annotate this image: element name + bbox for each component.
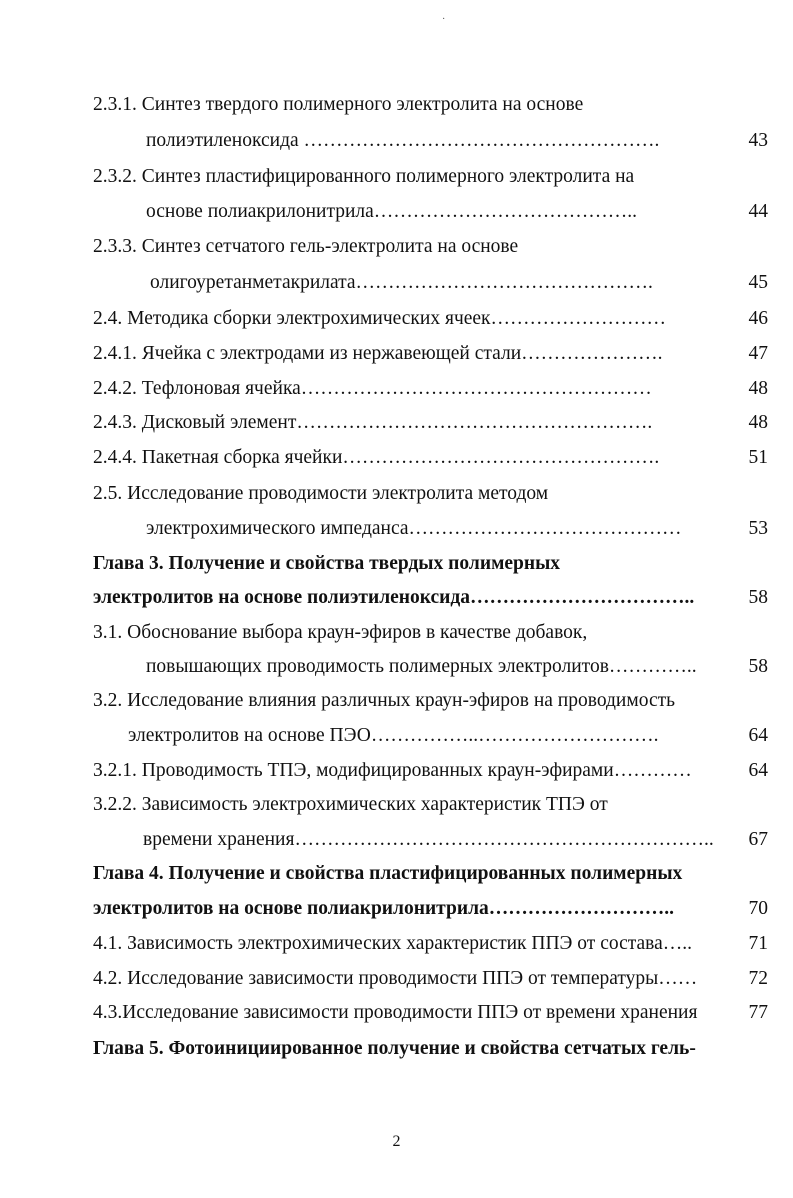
toc-entry-text: 4.2. Исследование зависимости проводимости ППЭ от температуры…… xyxy=(93,968,698,989)
toc-chapter-line xyxy=(0,583,793,613)
toc-page-number: 43 xyxy=(748,130,768,151)
toc-line xyxy=(0,304,793,334)
toc-entry-text: 3.1. Обоснование выбора краун-эфиров в качестве добавок, xyxy=(93,622,588,643)
toc-page-number: 72 xyxy=(748,968,768,989)
toc-line xyxy=(0,90,793,120)
toc-entry-text: 4.3.Исследование зависимости проводимости ППЭ от времени хранения xyxy=(93,1002,698,1023)
toc-line xyxy=(0,126,793,156)
toc-line xyxy=(0,162,793,192)
toc-line xyxy=(0,232,793,262)
toc-page-number: 44 xyxy=(748,201,768,222)
toc-line xyxy=(0,479,793,509)
toc-entry-text: 3.2.2. Зависимость электрохимических характеристик ТПЭ от xyxy=(93,794,608,815)
toc-line xyxy=(0,197,793,227)
toc-entry-text: 2.3.1. Синтез твердого полимерного электролита на основе xyxy=(93,94,584,115)
toc-line xyxy=(0,998,793,1028)
toc-line xyxy=(0,756,793,786)
toc-line xyxy=(0,929,793,959)
toc-line xyxy=(0,408,793,438)
toc-line xyxy=(0,790,793,820)
toc-entry-text: 2.3.2. Синтез пластифицированного полимерного электролита на xyxy=(93,166,635,187)
toc-line xyxy=(0,825,793,855)
toc-page-number: 67 xyxy=(748,829,768,850)
page-number: 2 xyxy=(392,1133,401,1150)
toc-chapter-line xyxy=(0,549,793,579)
toc-entry-text: 2.4.1. Ячейка с электродами из нержавеющей стали…………………. xyxy=(93,343,663,364)
toc-entry-text: полиэтиленоксида ………………………………………………. xyxy=(146,130,660,151)
toc-entry-text: 2.4.2. Тефлоновая ячейка……………………………………………… xyxy=(93,378,652,399)
toc-page-number: 48 xyxy=(748,378,768,399)
toc-entry-text: 2.4.3. Дисковый элемент………………………………………………. xyxy=(93,412,653,433)
toc-entry-text: 2.3.3. Синтез сетчатого гель-электролита на основе xyxy=(93,236,519,257)
toc-entry-text: олигоуретанметакрилата………………………………………. xyxy=(150,272,653,293)
toc-entry-text: 2.5. Исследование проводимости электролита методом xyxy=(93,483,549,504)
toc-page-number: 46 xyxy=(748,308,768,329)
toc-entry-text: электрохимического импеданса…………………………………… xyxy=(146,518,682,539)
toc-line xyxy=(0,339,793,369)
toc-line xyxy=(0,443,793,473)
toc-line xyxy=(0,652,793,682)
toc-entry-text: электролитов на основе ПЭО……………..………………………. xyxy=(128,725,659,746)
toc-page-number: 58 xyxy=(748,656,768,677)
toc-line xyxy=(0,686,793,716)
toc-entry-text: 2.4. Методика сборки электрохимических ячеек……………………… xyxy=(93,308,667,329)
toc-page-number: 77 xyxy=(748,1002,768,1023)
toc-chapter-line xyxy=(0,859,793,889)
toc-entry-text: 2.4.4. Пакетная сборка ячейки…………………………………………. xyxy=(93,447,660,468)
toc-chapter-text: Глава 5. Фотоинициированное получение и свойства сетчатых гель- xyxy=(93,1038,696,1059)
toc-line xyxy=(0,268,793,298)
toc-page-number: 64 xyxy=(748,725,768,746)
toc-chapter-text: Глава 4. Получение и свойства пластифицированных полимерных xyxy=(93,863,683,884)
toc-line xyxy=(0,618,793,648)
toc-entry-text: основе полиакрилонитрила………………………………….. xyxy=(146,201,638,222)
toc-entry-text: 4.1. Зависимость электрохимических характеристик ППЭ от состава….. xyxy=(93,933,693,954)
toc-page-number: 48 xyxy=(748,412,768,433)
toc-page-number: 47 xyxy=(748,343,768,364)
toc-chapter-text: Глава 3. Получение и свойства твердых полимерных xyxy=(93,553,561,574)
toc-chapter-line xyxy=(0,894,793,924)
toc-chapter-line xyxy=(0,1034,793,1064)
toc-page-number: 45 xyxy=(748,272,768,293)
toc-entry-text: повышающих проводимость полимерных электролитов………….. xyxy=(146,656,697,677)
header-mark: · xyxy=(442,14,446,25)
toc-page-number: 64 xyxy=(748,760,768,781)
toc-page-number: 51 xyxy=(748,447,768,468)
toc-chapter-text: электролитов на основе полиакрилонитрила……………………….. xyxy=(93,898,675,919)
toc-line xyxy=(0,514,793,544)
toc-page-number: 58 xyxy=(748,587,768,608)
toc-page-number: 71 xyxy=(748,933,768,954)
toc-page-number: 53 xyxy=(748,518,768,539)
toc-line xyxy=(0,374,793,404)
toc-entry-text: времени хранения……………………………………………………….. xyxy=(143,829,714,850)
toc-chapter-text: электролитов на основе полиэтиленоксида…………………………….. xyxy=(93,587,695,608)
toc-line xyxy=(0,964,793,994)
toc-entry-text: 3.2. Исследование влияния различных краун-эфиров на проводимость xyxy=(93,690,676,711)
toc-entry-text: 3.2.1. Проводимость ТПЭ, модифицированных краун-эфирами………… xyxy=(93,760,692,781)
toc-page-number: 70 xyxy=(748,898,768,919)
toc-line xyxy=(0,721,793,751)
